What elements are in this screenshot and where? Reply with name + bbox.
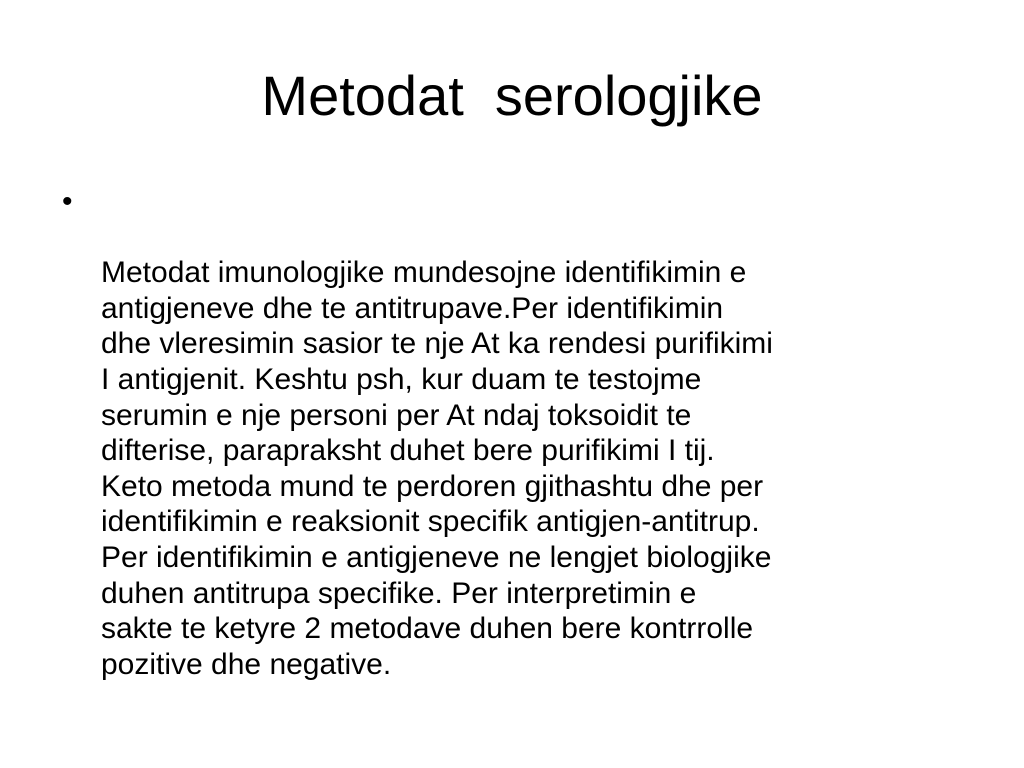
bullet-item xyxy=(62,184,972,682)
bullet-icon: • xyxy=(62,185,73,218)
bullet-list xyxy=(62,184,972,682)
bullet-text: Metodat imunologjike mundesojne identifikimin e antigjeneve dhe te antitrupave.Per identifikimin dhe vleresimin sasior te nje At ka rendesi purifikimi I antigjenit. Keshtu psh, kur duam te testojme serumin e nje personi per At ndaj toksoidit te difterise, parapraksht duhet bere purifikimi I tij. Keto metoda mund te perdoren gjithashtu dhe per identifikimin e reaksionit specifik antigjen-antitrup. Per identifikimin e antigjeneve ne lengjet biologjike duhen antitrupa specifike. Per interpretimin e sakte te ketyre 2 metodave duhen bere kontrrolle pozitive dhe negative. xyxy=(101,256,773,681)
slide-title: Metodat serologjike xyxy=(261,64,763,127)
